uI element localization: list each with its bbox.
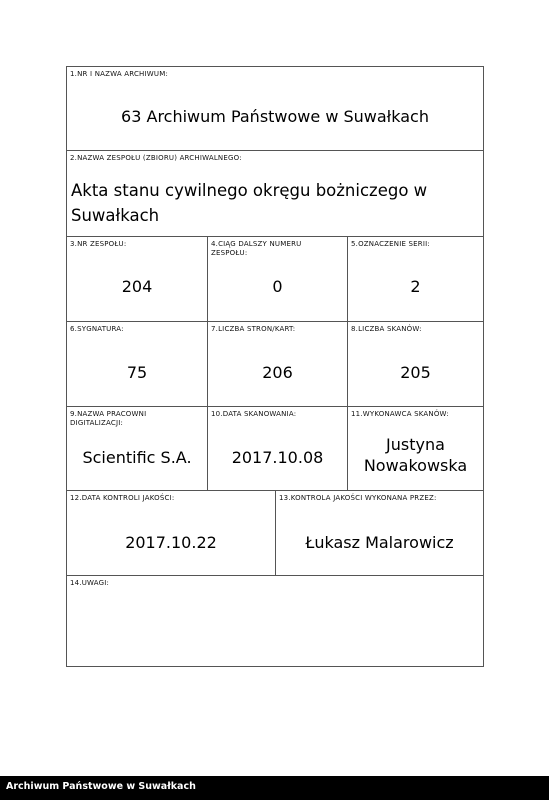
qc-date-value: 2017.10.22 <box>125 533 217 552</box>
digitization-row <box>67 407 483 491</box>
archive-value: 63 Archiwum Państwowe w Suwałkach <box>121 107 429 126</box>
scanner-value <box>348 434 483 476</box>
scanner-value-line1: Justyna <box>386 435 445 454</box>
scan-date-value: 2017.10.08 <box>231 448 324 467</box>
scanner-value-line2: Nowakowska <box>363 456 468 475</box>
notes-label: 14.UWAGI: <box>70 579 110 587</box>
scans-cell <box>347 322 483 406</box>
pages-value: 206 <box>262 363 293 382</box>
qc-date-cell <box>67 491 275 575</box>
fonds-number-value: 204 <box>121 277 153 296</box>
fonds-number-label: 3.NR ZESPOŁU: <box>70 240 127 248</box>
signature-label: 6.SYGNATURA: <box>70 325 124 333</box>
continuation-label-line1: 4.CIĄG DALSZY NUMERU <box>211 240 302 248</box>
lab-label-line1: 9.NAZWA PRACOWNI <box>70 410 147 418</box>
lab-label <box>70 410 204 428</box>
qc-by-value: Łukasz Malarowicz <box>305 533 454 552</box>
signature-cell <box>67 322 207 406</box>
pages-cell <box>207 322 347 406</box>
fonds-name-line2: Suwałkach <box>71 206 160 225</box>
scanner-cell <box>347 407 483 490</box>
pages-label: 7.LICZBA STRON/KART: <box>211 325 296 333</box>
continuation-label <box>211 240 344 258</box>
lab-value: Scientific S.A. <box>82 448 192 467</box>
scan-date-cell <box>207 407 347 490</box>
continuation-value: 0 <box>272 277 283 296</box>
footer-text: Archiwum Państwowe w Suwałkach <box>6 781 196 792</box>
qc-by-cell <box>275 491 483 575</box>
continuation-label-line2: ZESPOŁU: <box>211 249 248 257</box>
metrics-form <box>66 66 484 667</box>
archive-row <box>67 67 483 151</box>
series-value: 2 <box>410 277 421 296</box>
scanner-label: 11.WYKONAWCA SKANÓW: <box>351 410 449 418</box>
counts-row <box>67 322 483 407</box>
fonds-name-row <box>67 151 483 237</box>
quality-row <box>67 491 483 576</box>
series-cell <box>347 237 483 321</box>
lab-label-line2: DIGITALIZACJI: <box>70 419 124 427</box>
series-label: 5.OZNACZENIE SERII: <box>351 240 430 248</box>
fonds-number-cell <box>67 237 207 321</box>
signature-value: 75 <box>126 363 148 382</box>
notes-row <box>67 576 483 666</box>
lab-cell <box>67 407 207 490</box>
fonds-name-line1: Akta stanu cywilnego okręgu bożniczego w <box>71 181 428 200</box>
continuation-cell <box>207 237 347 321</box>
fonds-name-label: 2.NAZWA ZESPOŁU (ZBIORU) ARCHIWALNEGO: <box>70 154 242 162</box>
scans-label: 8.LICZBA SKANÓW: <box>351 325 422 333</box>
scans-value: 205 <box>400 363 431 382</box>
footer-bar <box>0 776 549 800</box>
fonds-name-value <box>71 178 427 228</box>
fonds-details-row <box>67 237 483 322</box>
qc-date-label: 12.DATA KONTROLI JAKOŚCI: <box>70 494 175 502</box>
scan-date-label: 10.DATA SKANOWANIA: <box>211 410 297 418</box>
qc-by-label: 13.KONTROLA JAKOŚCI WYKONANA PRZEZ: <box>279 494 437 502</box>
archive-label: 1.NR I NAZWA ARCHIWUM: <box>70 70 169 78</box>
